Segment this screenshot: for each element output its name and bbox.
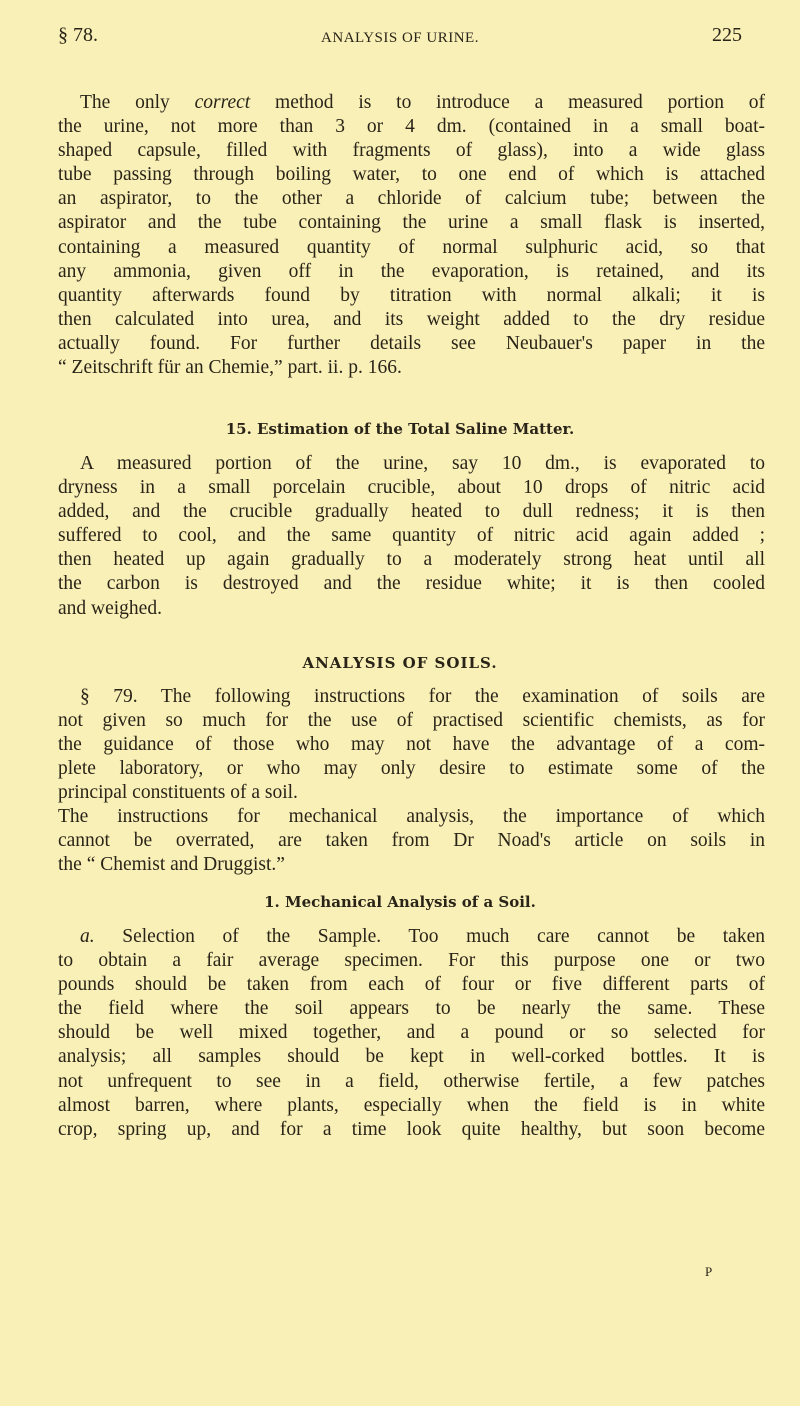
section-number: § 78. [58,24,98,46]
text-line: A measured portion of the urine, say 10 dm., is evaporated to [80,453,765,474]
running-title: ANALYSIS OF URINE. [321,30,479,46]
text-line: actually found. For further details see Neubauer's paper in the [58,332,765,354]
text-line: should be well mixed together, and a pound or so selected for [58,1022,765,1044]
text-line: an aspirator, to the other a chloride of calcium tube; between the [58,188,765,210]
text-line: then heated up again gradually to a moderately strong heat until all [58,549,765,571]
text-line: The instructions for mechanical analysis, the importance of which [58,806,765,827]
text-line: aspirator and the tube containing the urine a small flask is inserted, [58,212,765,234]
italic-text: a. [80,926,95,947]
text-line: shaped capsule, filled with fragments of glass), into a wide glass [58,140,765,162]
text-span: The only [80,92,195,113]
paragraph-instructions [58,805,765,877]
text-line: the field where the soil appears to be nearly the same. These [58,998,765,1020]
text-line: and weighed. [58,597,162,619]
text-line: not given so much for the use of practised scientific chemists, as for [58,710,765,732]
text-line: to obtain a fair average specimen. For this purpose one or two [58,950,765,972]
text-line [58,925,765,949]
heading-analysis-of-soils: ANALYSIS OF SOILS. [302,654,498,672]
text-line: tube passing through boiling water, to one end of which is attached [58,164,765,186]
text-line: plete laboratory, or who may only desire to estimate some of the [58,758,765,780]
text-line: the urine, not more than 3 or 4 dm. (contained in a small boat- [58,116,765,138]
paragraph-urea-method [58,91,765,380]
paragraph-selection-of-sample [58,925,765,1142]
text-line: suffered to cool, and the same quantity of nitric acid again added ; [58,525,765,547]
text-span: method is to introduce a measured portion of [250,92,766,113]
text-line: crop, spring up, and for a time look quite healthy, but soon become [58,1118,765,1140]
text-line: not unfrequent to see in a field, otherwise fertile, a few patches [58,1070,765,1092]
paragraph-section-79 [58,685,765,805]
text-line: quantity afterwards found by titration with normal alkali; it is [58,284,765,306]
text-line [58,91,765,115]
text-line: principal constituents of a soil. [58,782,298,804]
text-line: any ammonia, given off in the evaporation, is retained, and its [58,260,765,282]
page-number: 225 [712,24,742,46]
text-line: added, and the crucible gradually heated to dull redness; it is then [58,501,765,523]
text-line: the guidance of those who may not have the advantage of a com- [58,734,765,756]
signature-mark: P [705,1264,713,1279]
text-line: the “ Chemist and Druggist.” [58,854,285,876]
text-line: analysis; all samples should be kept in well-corked bottles. It is [58,1046,765,1068]
italic-text: correct [194,92,251,113]
text-line: almost barren, where plants, especially when the field is in white [58,1094,765,1116]
text-span: Selection of the Sample. Too much care cannot be taken [94,926,765,947]
text-line: § 79. The following instructions for the examination of soils are [80,686,765,707]
text-line: then calculated into urea, and its weight added to the dry residue [58,308,765,330]
text-line: pounds should be taken from each of four or five different parts of [58,974,765,996]
text-line: “ Zeitschrift für an Chemie,” part. ii. p. 166. [58,357,402,379]
heading-mechanical-analysis: 1. Mechanical Analysis of a Soil. [264,893,536,911]
text-line: containing a measured quantity of normal sulphuric acid, so that [58,236,765,258]
text-line: the carbon is destroyed and the residue white; it is then cooled [58,573,765,595]
heading-total-saline-matter: 15. Estimation of the Total Saline Matter. [225,420,575,438]
paragraph-saline-matter [58,452,765,621]
text-line: dryness in a small porcelain crucible, about 10 drops of nitric acid [58,477,765,499]
text-line: cannot be overrated, are taken from Dr Noad's article on soils in [58,830,765,852]
